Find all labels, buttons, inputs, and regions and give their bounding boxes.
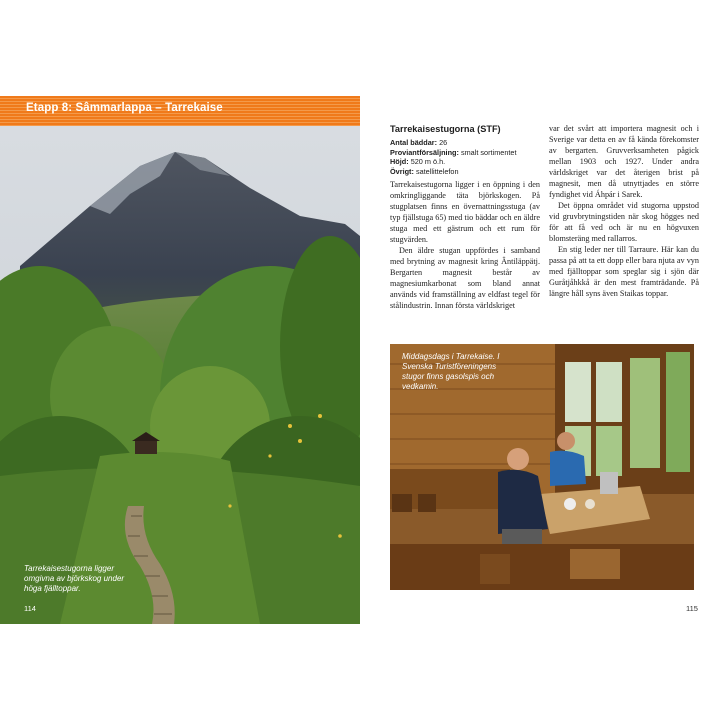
- body-paragraph: Tarrekaisestugorna ligger i en öppning i den omkringliggande täta björkskogen. På stugplatsen finns en övernattningsstuga (av typ fjällstuga 65) med tio bäddar och en äldre stuga med ett gästrum och ett rum för stugvärden.: [390, 180, 540, 245]
- body-paragraph: En stig leder ner till Tarraure. Här kan du passa på att ta ett dopp eller bara njuta av vyn med fjälltoppar som speglar sig i sjön där Guråtjåhkkå är den mest framträdande. På längre håll syns även Staikas toppar.: [549, 245, 699, 298]
- photo-caption-right: Middagsdags i Tarrekaise. I Svenska Turistföreningens stugor finns gasolspis och vedkamin.: [402, 352, 500, 391]
- page-number-right: 115: [686, 604, 698, 613]
- left-page: [0, 96, 360, 624]
- text-column-b: [549, 123, 699, 299]
- right-page: [360, 96, 720, 624]
- page-number-left: 114: [24, 604, 36, 613]
- body-paragraph: var det svårt att importera magnesit och i Sverige var detta en av få kända förekomster av bergarten. Gruvverksamheten pågick mellan 1903 och 1927. Under andra världskriget var det återigen brist på magnesit, men då utnyttjades en större fyndighet vid Áhpár i Sarek.: [549, 124, 699, 199]
- fact-other: Övrigt: satellittelefon: [390, 166, 459, 176]
- cabin-interior-photo: [390, 344, 694, 590]
- fact-box-title: Tarrekaisestugorna (STF): [390, 124, 501, 134]
- body-paragraph: Den äldre stugan uppfördes i samband med brytning av magnesit kring Ântiläppätj. Bergarten magnesit består av magnesiumkarbonat som bland annat används vid framställning av eldfast tegel för stålindustrin. Innan första världskriget: [390, 246, 540, 311]
- fact-provisions: Proviantförsäljning: smalt sortimentet: [390, 147, 517, 157]
- photo-caption-left: Tarrekaisestugorna ligger omgivna av björkskog under höga fjälltoppar.: [24, 564, 125, 593]
- text-column-a: [390, 124, 540, 311]
- fact-beds: Antal bäddar: 26: [390, 138, 448, 147]
- fact-altitude: Höjd: 520 m ö.h.: [390, 157, 446, 167]
- mountain-trail-photo: [0, 96, 360, 624]
- body-paragraph: Det öppna området vid stugorna uppstod vid gruvbrytningstiden när skog högges ned för att få ved och är nu en högvuxen blomsteräng med rallarros.: [549, 201, 699, 243]
- stage-title: Etapp 8: Sâmmarlappa – Tarrekaise: [26, 102, 223, 114]
